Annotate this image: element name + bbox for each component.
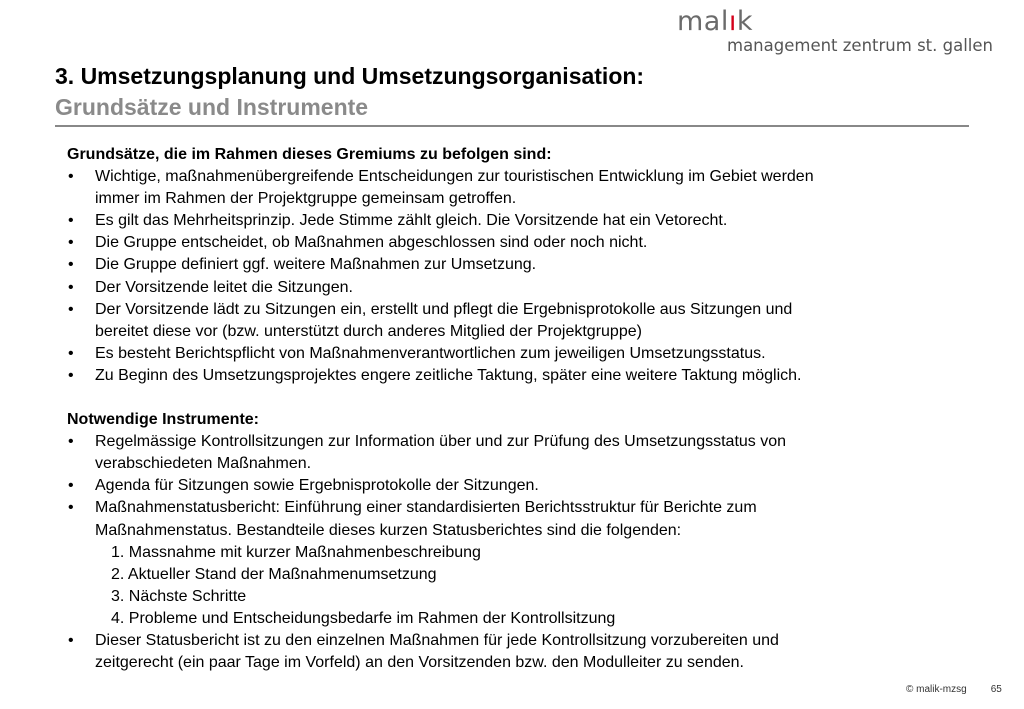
bullet-icon: • <box>68 278 74 296</box>
bullet-icon: • <box>68 499 74 517</box>
bullet-icon: • <box>68 212 74 230</box>
logo-text-pre: mal <box>677 6 729 37</box>
list-item: • Der Vorsitzende lädt zu Sitzungen ein, erstellt und pflegt die Ergebnisprotokolle aus Sitzungen und bereitet diese vor (bzw. unterstützt durch anderes Mitglied der Projektgruppe) <box>68 300 793 340</box>
bullet-icon: • <box>68 477 74 495</box>
brand-logo <box>677 6 753 37</box>
list-item: • Maßnahmenstatusbericht: Einführung einer standardisierten Berichtsstruktur für Berichte zum Maßnahmenstatus. Bestandteile dieses kurzen Statusberichtes sind die folgenden: 1. Massnahme mit kurzer Maßnahmenbeschreibung 2. Aktueller Stand der Maßnahmenumsetzung 3. Nächste Schritte 4. Probleme und Entscheidungsbedarfe im Rahmen der Kontrollsitzung <box>67 497 947 630</box>
list-item: • Es besteht Berichtspflicht von Maßnahmenverantwortlichen zum jeweiligen Umsetzungsstatus. <box>67 343 947 365</box>
section-heading-instruments: Notwendige Instrumente: <box>67 411 260 429</box>
slide-subtitle: Grundsätze und Instrumente <box>55 94 369 120</box>
title-divider <box>55 125 969 127</box>
bullet-icon: • <box>68 631 74 649</box>
list-item: • Agenda für Sitzungen sowie Ergebnisprotokolle der Sitzungen. <box>67 475 947 497</box>
list-item: • Die Gruppe definiert ggf. weitere Maßnahmen zur Umsetzung. <box>67 254 947 276</box>
list-item: • Regelmässige Kontrollsitzungen zur Information über und zur Prüfung des Umsetzungsstatus von verabschiedeten Maßnahmen. <box>68 433 787 473</box>
slide-body <box>67 144 947 674</box>
list-item: • Es gilt das Mehrheitsprinzip. Jede Stimme zählt gleich. Die Vorsitzende hat ein Vetorecht. <box>67 210 947 232</box>
list-item: • Dieser Statusbericht ist zu den einzelnen Maßnahmen für jede Kontrollsitzung vorzubereiten und zeitgerecht (ein paar Tage im Vorfeld) an den Vorsitzenden bzw. den Modulleiter zu senden. <box>68 631 779 672</box>
page-number: 65 <box>990 684 1002 695</box>
numbered-item: 1. Massnahme mit kurzer Maßnahmenbeschreibung <box>111 543 481 561</box>
bullet-icon: • <box>68 344 74 362</box>
brand-tagline: management zentrum st. gallen <box>727 36 993 55</box>
logo-text-post: k <box>736 6 754 37</box>
logo-text-accent: ı <box>728 6 737 37</box>
bullet-icon: • <box>68 433 74 451</box>
numbered-item: 2. Aktueller Stand der Maßnahmenumsetzung <box>111 565 437 583</box>
slide-footer <box>906 684 1002 695</box>
bullet-icon: • <box>68 256 74 274</box>
list-item: • Wichtige, maßnahmenübergreifende Entscheidungen zur touristischen Entwicklung im Gebiet werden immer im Rahmen der Projektgruppe gemeinsam getroffen. <box>68 168 814 208</box>
slide-title: 3. Umsetzungsplanung und Umsetzungsorganisation: <box>55 63 645 89</box>
principles-list <box>67 166 947 387</box>
list-item: • Zu Beginn des Umsetzungsprojektes engere zeitliche Taktung, später eine weitere Taktung möglich. <box>67 365 947 387</box>
copyright-text: © malik-mzsg <box>906 684 967 695</box>
bullet-icon: • <box>68 366 74 384</box>
instruments-list <box>67 431 947 674</box>
numbered-item: 4. Probleme und Entscheidungsbedarfe im Rahmen der Kontrollsitzung <box>111 609 616 627</box>
bullet-icon: • <box>68 168 74 186</box>
list-item: • Die Gruppe entscheidet, ob Maßnahmen abgeschlossen sind oder noch nicht. <box>67 232 947 254</box>
section-heading-principles: Grundsätze, die im Rahmen dieses Gremiums zu befolgen sind: <box>67 146 552 163</box>
section-spacer <box>67 387 947 409</box>
bullet-icon: • <box>68 300 74 318</box>
numbered-item: 3. Nächste Schritte <box>111 587 247 605</box>
list-item: • Der Vorsitzende leitet die Sitzungen. <box>67 277 947 299</box>
bullet-icon: • <box>68 234 74 252</box>
